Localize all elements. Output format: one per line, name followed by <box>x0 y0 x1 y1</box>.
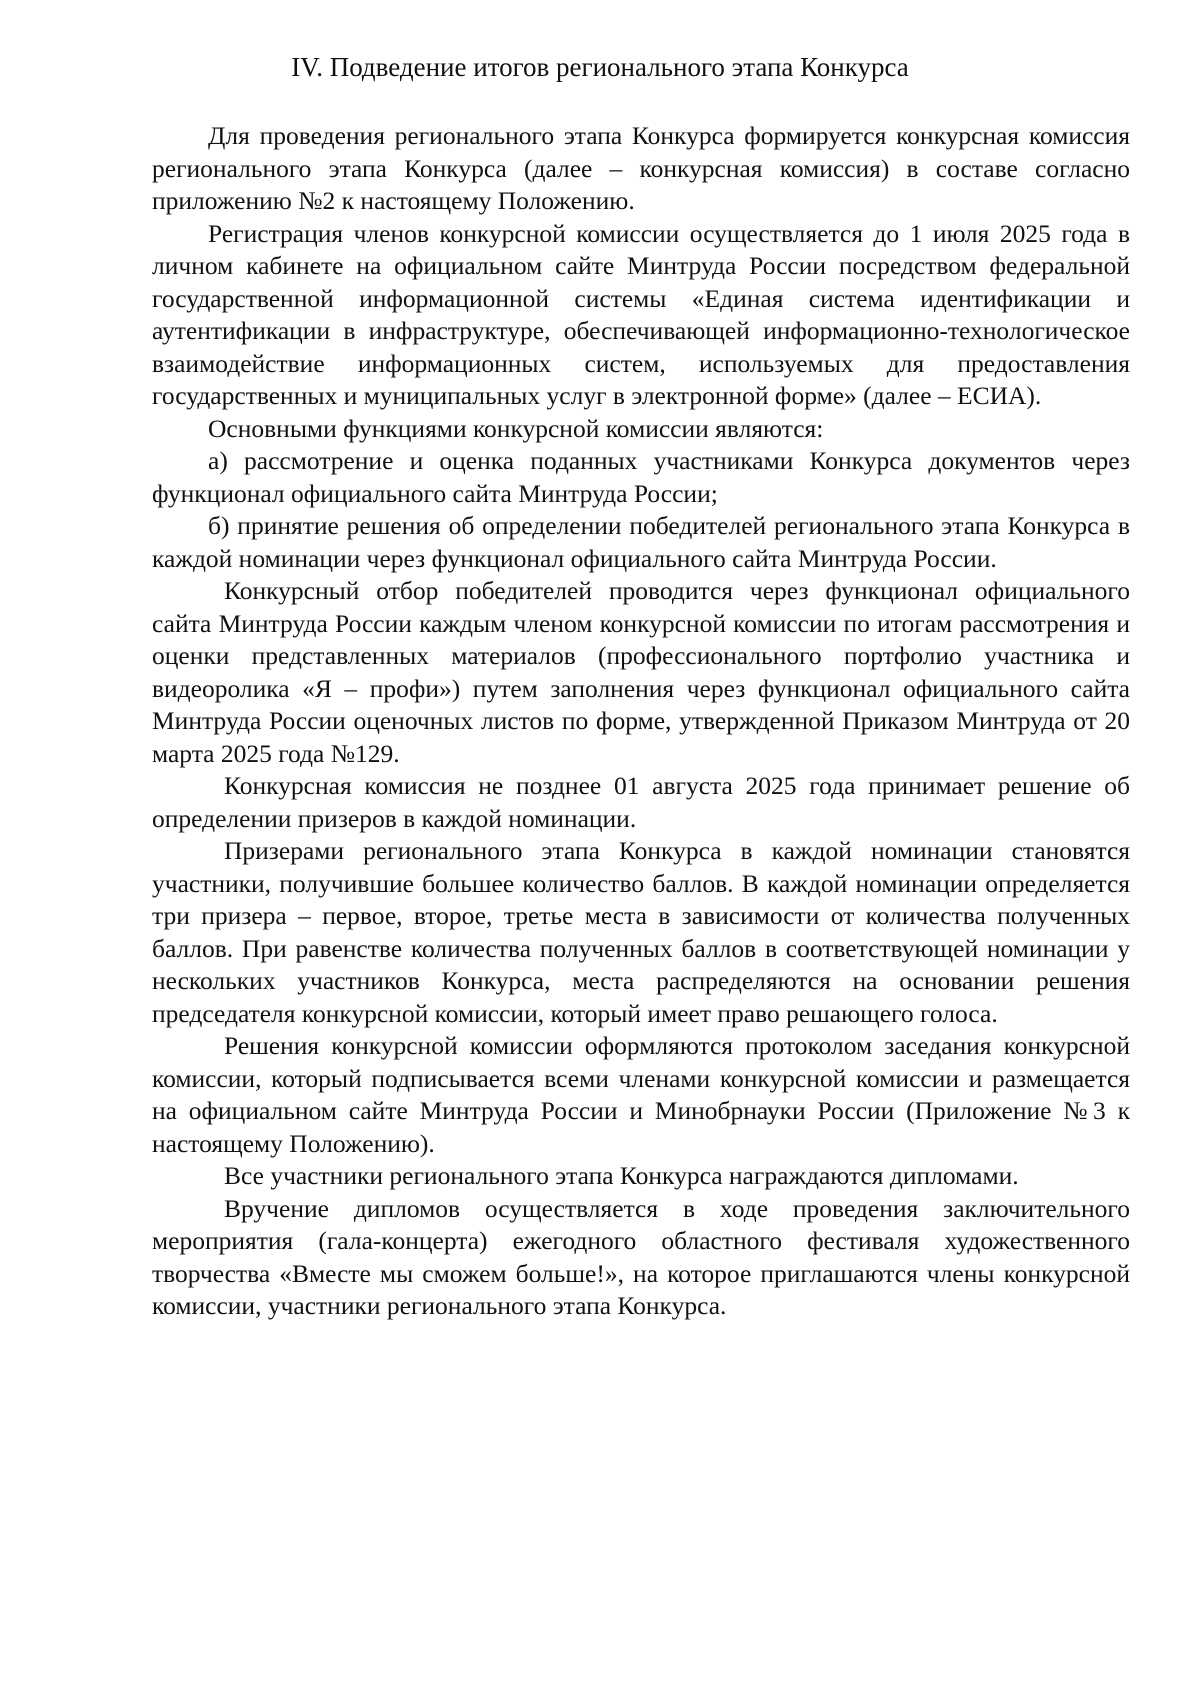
paragraph-functions-intro: Основными функциями конкурсной комиссии являются: <box>208 413 824 443</box>
paragraph-function-b: б) принятие решения об определении победителей регионального этапа Конкурса в каждой номинации через функционал официального сайта Минтруда России. <box>152 511 1130 573</box>
paragraph-selection-procedure: Конкурсный отбор победителей проводится через функционал официального сайта Минтруда России каждым членом конкурсной комиссии по итогам рассмотрения и оценки представленных материалов (профессионального портфолио участника и видеоролика «Я – профи») путем заполнения через функционал официального сайта Минтруда России оценочных листов по форме, утвержденной Приказом Минтруда от 20 марта 2025 года №129. <box>152 576 1130 768</box>
document-body <box>152 120 1130 1323</box>
paragraph-prize-winners: Призерами регионального этапа Конкурса в каждой номинации становятся участники, получившие большее количество баллов. В каждой номинации определяется три призера – первое, второе, третье места в зависимости от количества полученных баллов. При равенстве количества полученных баллов в соответствующей номинации у нескольких участников Конкурса, места распределяются на основании решения председателя конкурсной комиссии, который имеет право решающего голоса. <box>152 836 1130 1028</box>
paragraph-member-registration: Регистрация членов конкурсной комиссии осуществляется до 1 июля 2025 года в личном кабинете на официальном сайте Минтруда России посредством федеральной государственной информационной системы «Единая система идентификации и аутентификации в инфраструктуре, обеспечивающей информационно-технологическое взаимодействие информационных систем, используемых для предоставления государственных и муниципальных услуг в электронной форме» (далее – ЕСИА). <box>152 218 1130 410</box>
paragraph-commission-formation: Для проведения регионального этапа Конкурса формируется конкурсная комиссия регионального этапа Конкурса (далее – конкурсная комиссия) в составе согласно приложению №2 к настоящему Положению. <box>152 121 1130 215</box>
paragraph-protocol: Решения конкурсной комиссии оформляются протоколом заседания конкурсной комиссии, который подписывается всеми членами конкурсной комиссии и размещается на официальном сайте Минтруда России и Минобрнауки России (Приложение №3 к настоящему Положению). <box>152 1031 1130 1158</box>
paragraph-decision-deadline: Конкурсная комиссия не позднее 01 августа 2025 года принимает решение об определении призеров в каждой номинации. <box>152 771 1130 833</box>
section-heading: IV. Подведение итогов регионального этапа Конкурса <box>291 52 909 82</box>
paragraph-diplomas: Все участники регионального этапа Конкурса награждаются дипломами. <box>224 1161 1019 1190</box>
paragraph-function-a: а) рассмотрение и оценка поданных участниками Конкурса документов через функционал официального сайта Минтруда России; <box>152 446 1130 508</box>
paragraph-diploma-ceremony: Вручение дипломов осуществляется в ходе проведения заключительного мероприятия (гала-концерта) ежегодного областного фестиваля художественного творчества «Вместе мы сможем больше!», на которое приглашаются члены конкурсной комиссии, участники регионального этапа Конкурса. <box>152 1193 1130 1320</box>
